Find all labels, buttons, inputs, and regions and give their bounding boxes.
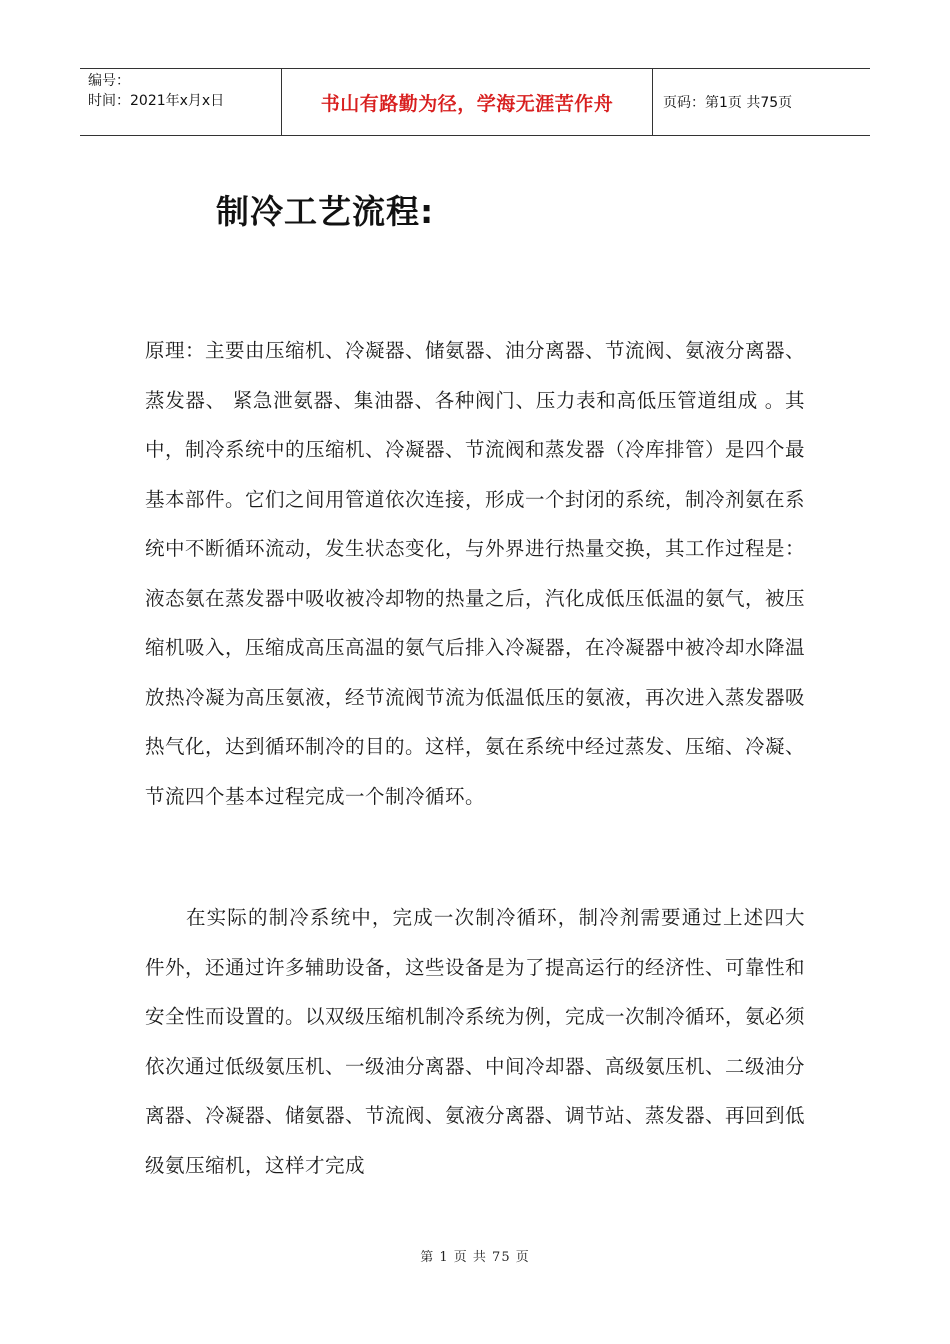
- header-time-label: 时间：2021年x月x日: [88, 93, 225, 109]
- body-paragraph-2: 在实际的制冷系统中，完成一次制冷循环，制冷剂需要通过上述四大件外，还通过许多辅助设备，这些设备是为了提高运行的经济性、可靠性和安全性而设置的。以双级压缩机制冷系统为例，完成一次制冷循环，氨必须依次通过低级氨压机、一级油分离器、中间冷却器、高级氨压机、二级油分离器、冷凝器、储氨器、节流阀、氨液分离器、调节站、蒸发器、再回到低级氨压缩机，这样才完成: [145, 906, 806, 1177]
- document-header: [80, 68, 870, 136]
- document-title: 制冷工艺流程:: [216, 192, 435, 231]
- header-number-label: 编号：: [88, 73, 130, 89]
- body-paragraph-1: 原理：主要由压缩机、冷凝器、储氨器、油分离器、节流阀、氨液分离器、蒸发器、 紧急泄氨器、集油器、各种阀门、压力表和高低压管道组成 。其中，制冷系统中的压缩机、冷凝器、节流阀和蒸发器（冷库排管）是四个最基本部件。它们之间用管道依次连接，形成一个封闭的系统，制冷剂氨在系统中不断循环流动，发生状态变化，与外界进行热量交换，其工作过程是：液态氨在蒸发器中吸收被冷却物的热量之后，汽化成低压低温的氨气，被压缩机吸入，压缩成高压高温的氨气后排入冷凝器，在冷凝器中被冷却水降温放热冷凝为高压氨液，经节流阀节流为低温低压的氨液，再次进入蒸发器吸热气化，达到循环制冷的目的。这样，氨在系统中经过蒸发、压缩、冷凝、节流四个基本过程完成一个制冷循环。: [145, 339, 806, 808]
- header-page-label: 页码：第1页 共75页: [663, 95, 793, 111]
- header-meta: [80, 69, 281, 135]
- header-motto: 书山有路勤为径，学海无涯苦作舟: [281, 69, 653, 135]
- page-footer: 第 1 页 共 75 页: [420, 1250, 530, 1265]
